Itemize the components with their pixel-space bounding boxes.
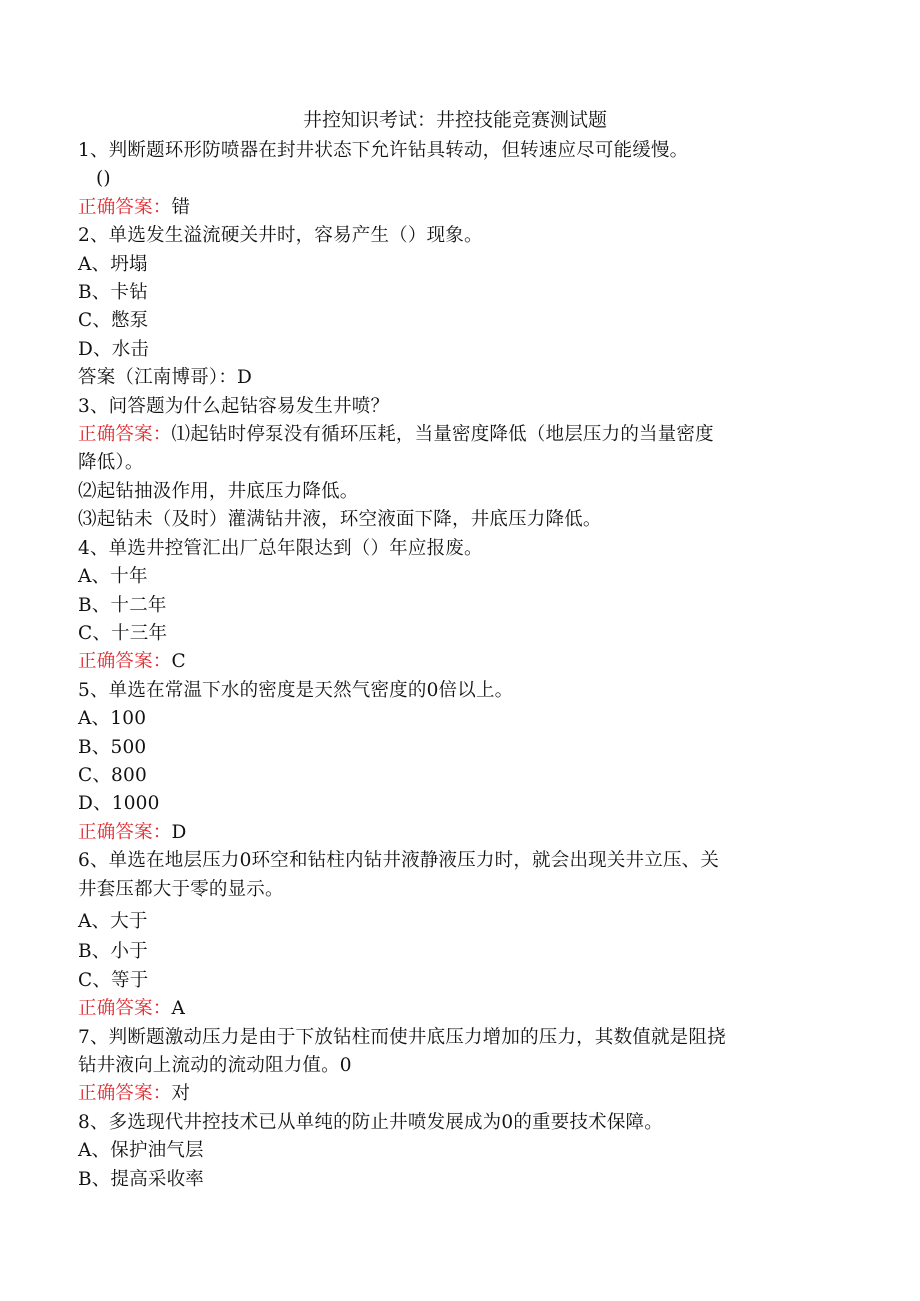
answer-label: 正确答案： xyxy=(78,424,172,446)
question-8-option-a: A、保护油气层 xyxy=(78,1140,204,1162)
question-4-option-b: B、十二年 xyxy=(78,594,167,616)
answer-text-line: ⑶起钻未（及时）灌满钻井液，环空液面下降，井底压力降低。 xyxy=(78,509,602,531)
question-4-option-a: A、十年 xyxy=(78,566,148,588)
question-5-option-b: B、500 xyxy=(78,736,147,758)
answer-label: 正确答案： xyxy=(78,998,172,1020)
question-2-option-c: C、憋泵 xyxy=(78,310,149,332)
question-2-option-a: A、坍塌 xyxy=(78,253,148,275)
question-3-answer xyxy=(78,421,838,449)
answer-label: 正确答案： xyxy=(78,651,172,673)
answer-value: 错 xyxy=(171,196,191,218)
answer-text-line: 降低）。 xyxy=(78,452,144,474)
question-1-stem: 1、判断题环形防喷器在封井状态下允许钻具转动，但转速应尽可能缓慢。 xyxy=(78,140,689,161)
question-5-stem: 5、单选在常温下水的密度是天然气密度的0倍以上。 xyxy=(78,679,514,701)
question-5-option-a: A、100 xyxy=(78,708,147,730)
question-2-answer: 答案（江南博哥）：D xyxy=(78,367,253,389)
question-5-option-c: C、800 xyxy=(78,764,147,786)
answer-text-line: ⑴起钻时停泵没有循环压耗，当量密度降低（地层压力的当量密度 xyxy=(171,424,714,446)
question-2-stem: 2、单选发生溢流硬关井时，容易产生（）现象。 xyxy=(78,225,483,247)
question-6-stem-cont: 井套压都大于零的显示。 xyxy=(78,878,284,900)
answer-value: C xyxy=(171,651,186,673)
question-7-answer xyxy=(78,1080,838,1108)
question-3-stem: 3、问答题为什么起钻容易发生井喷？ xyxy=(78,395,390,417)
question-7-stem: 7、判断题激动压力是由于下放钻柱而使井底压力增加的压力，其数值就是阻挠 xyxy=(78,1026,726,1048)
question-8-option-b: B、提高采收率 xyxy=(78,1168,204,1190)
question-6-option-c: C、等于 xyxy=(78,969,149,991)
question-7-stem-cont: 钻井液向上流动的流动阻力值。0 xyxy=(78,1055,352,1076)
question-6-answer xyxy=(78,995,838,1023)
question-1-answer xyxy=(78,194,838,222)
question-6-option-b: B、小于 xyxy=(78,941,148,963)
question-6-option-a: A、大于 xyxy=(78,910,148,932)
answer-value: 对 xyxy=(171,1083,191,1105)
answer-text-line: ⑵起钻抽汲作用，井底压力降低。 xyxy=(78,480,359,502)
document-body xyxy=(78,137,838,1194)
answer-label: 正确答案： xyxy=(78,196,172,218)
question-4-option-c: C、十三年 xyxy=(78,622,168,644)
answer-label: 正确答案： xyxy=(78,821,172,843)
question-4-answer xyxy=(78,648,838,676)
answer-label: 正确答案： xyxy=(78,1083,172,1105)
answer-value: A xyxy=(171,998,186,1020)
document-title: 井控知识考试：井控技能竞赛测试题 xyxy=(302,109,607,131)
question-5-answer xyxy=(78,819,838,847)
question-8-stem: 8、多选现代井控技术已从单纯的防止井喷发展成为0的重要技术保障。 xyxy=(78,1111,663,1133)
question-2-option-b: B、卡钻 xyxy=(78,282,148,304)
question-6-stem: 6、单选在地层压力0环空和钻柱内钻井液静液压力时，就会出现关井立压、关 xyxy=(78,850,720,872)
question-5-option-d: D、1000 xyxy=(78,793,160,815)
question-4-stem: 4、单选井控管汇出厂总年限达到（）年应报废。 xyxy=(78,537,483,559)
question-1-blank: () xyxy=(96,168,111,190)
question-2-option-d: D、水击 xyxy=(78,338,150,360)
answer-value: D xyxy=(171,821,187,843)
